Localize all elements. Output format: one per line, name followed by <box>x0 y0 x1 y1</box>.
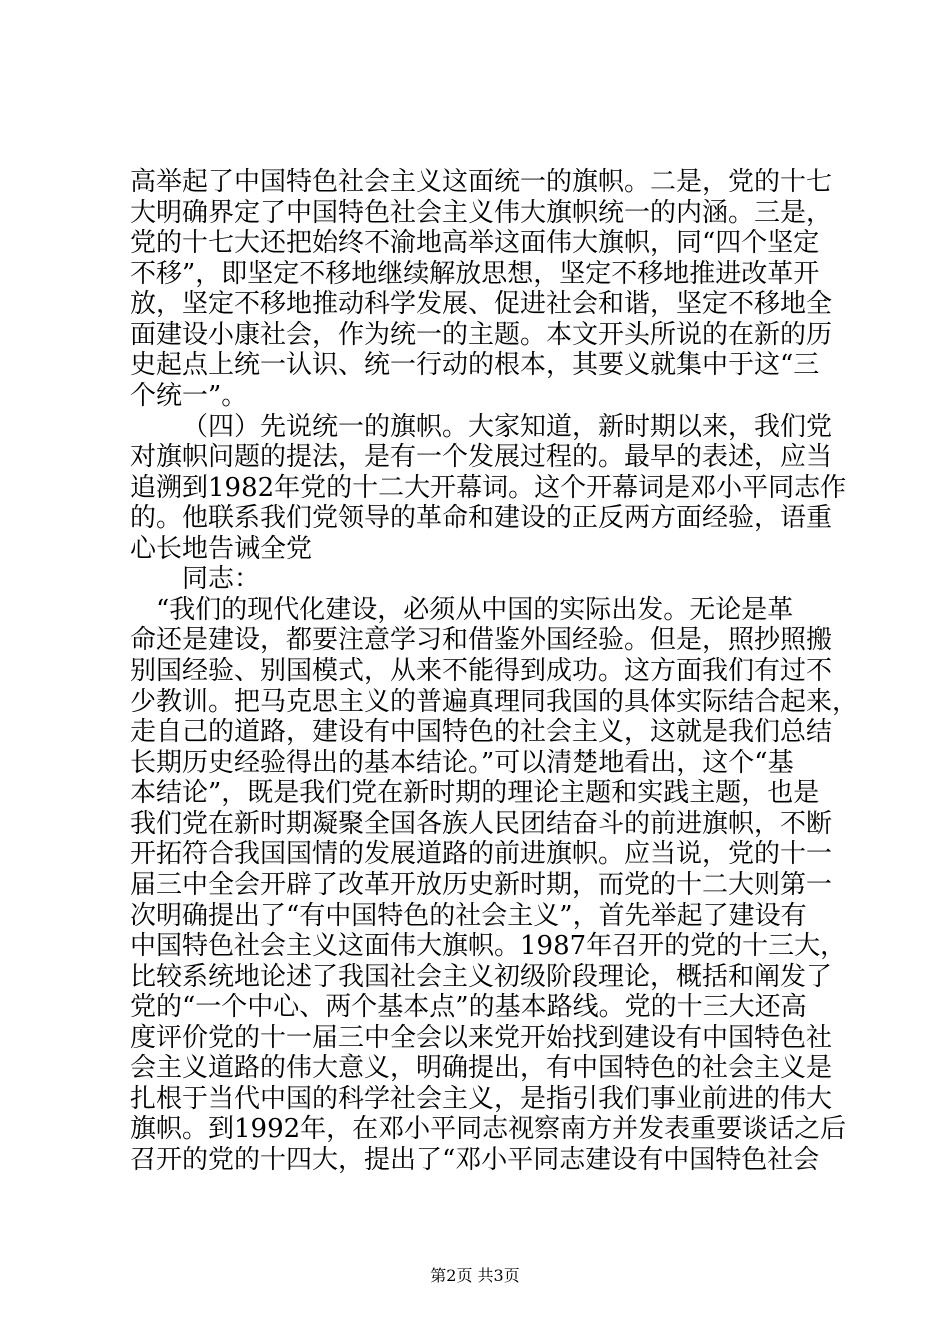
text-line: 中国特色社会主义这面伟大旗帜。1987年召开的党的十三大， <box>130 931 847 961</box>
text-line: 心长地告诫全党 <box>130 534 313 564</box>
text-line: 本结论”，既是我们党在新时期的理论主题和实践主题，也是 <box>130 778 820 808</box>
text-line: 放，坚定不移地推动科学发展、促进社会和谐，坚定不移地全 <box>130 289 833 319</box>
text-line: 面建设小康社会，作为统一的主题。本文开头所说的在新的历 <box>130 320 833 350</box>
text-line: 比较系统地论述了我国社会主义初级阶段理论，概括和阐发了 <box>130 962 833 992</box>
text-line: 走自己的道路，建设有中国特色的社会主义，这就是我们总结 <box>130 717 833 747</box>
page-number: 第2页 共3页 <box>430 1266 520 1285</box>
quote-start-line: “我们的现代化建设，必须从中国的实际出发。无论是革 <box>156 595 794 625</box>
text-line: 少教训。把马克思主义的普遍真理同我国的具体实际结合起来， <box>130 687 859 717</box>
text-line: 党的十七大还把始终不渝地高举这面伟大旗帜，同“四个坚定 <box>130 228 820 258</box>
text-line: 我们党在新时期凝聚全国各族人民团结奋斗的前进旗帜，不断 <box>130 809 833 839</box>
salutation-line: 同志： <box>182 564 261 594</box>
text-line: 届三中全会开辟了改革开放历史新时期，而党的十二大则第一 <box>130 870 833 900</box>
text-line: 次明确提出了“有中国特色的社会主义”，首先举起了建设有 <box>130 901 807 931</box>
text-line: 党的“一个中心、两个基本点”的基本路线。党的十三大还高 <box>130 992 807 1022</box>
text-line: 扎根于当代中国的科学社会主义，是指引我们事业前进的伟大 <box>130 1084 833 1114</box>
paragraph-start-line: （四）先说统一的旗帜。大家知道，新时期以来，我们党 <box>182 412 833 442</box>
text-line: 度评价党的十一届三中全会以来党开始找到建设有中国特色社 <box>130 1023 833 1053</box>
text-line: 会主义道路的伟大意义，明确提出，有中国特色的社会主义是 <box>130 1053 833 1083</box>
text-line: 不移”，即坚定不移地继续解放思想，坚定不移地推进改革开 <box>130 259 820 289</box>
text-line: 高举起了中国特色社会主义这面统一的旗帜。二是，党的十七 <box>130 167 833 197</box>
text-line: 大明确界定了中国特色社会主义伟大旗帜统一的内涵。三是， <box>130 198 833 228</box>
text-line: 旗帜。到1992年，在邓小平同志视察南方并发表重要谈话之后 <box>130 1114 847 1144</box>
text-line: 别国经验、别国模式，从来不能得到成功。这方面我们有过不 <box>130 656 833 686</box>
text-line: 对旗帜问题的提法，是有一个发展过程的。最早的表述，应当 <box>130 442 833 472</box>
text-line: 命还是建设，都要注意学习和借鉴外国经验。但是，照抄照搬 <box>130 625 833 655</box>
text-line: 史起点上统一认识、统一行动的根本，其要义就集中于这“三 <box>130 350 820 380</box>
text-line: 长期历史经验得出的基本结论。”可以清楚地看出，这个“基 <box>130 748 794 778</box>
text-line: 个统一”。 <box>130 381 248 411</box>
text-line: 召开的党的十四大，提出了“邓小平同志建设有中国特色社会 <box>130 1145 820 1175</box>
text-line: 追溯到1982年党的十二大开幕词。这个开幕词是邓小平同志作 <box>130 473 847 503</box>
text-line: 的。他联系我们党领导的革命和建设的正反两方面经验，语重 <box>130 503 833 533</box>
text-line: 开拓符合我国国情的发展道路的前进旗帜。应当说，党的十一 <box>130 839 833 869</box>
